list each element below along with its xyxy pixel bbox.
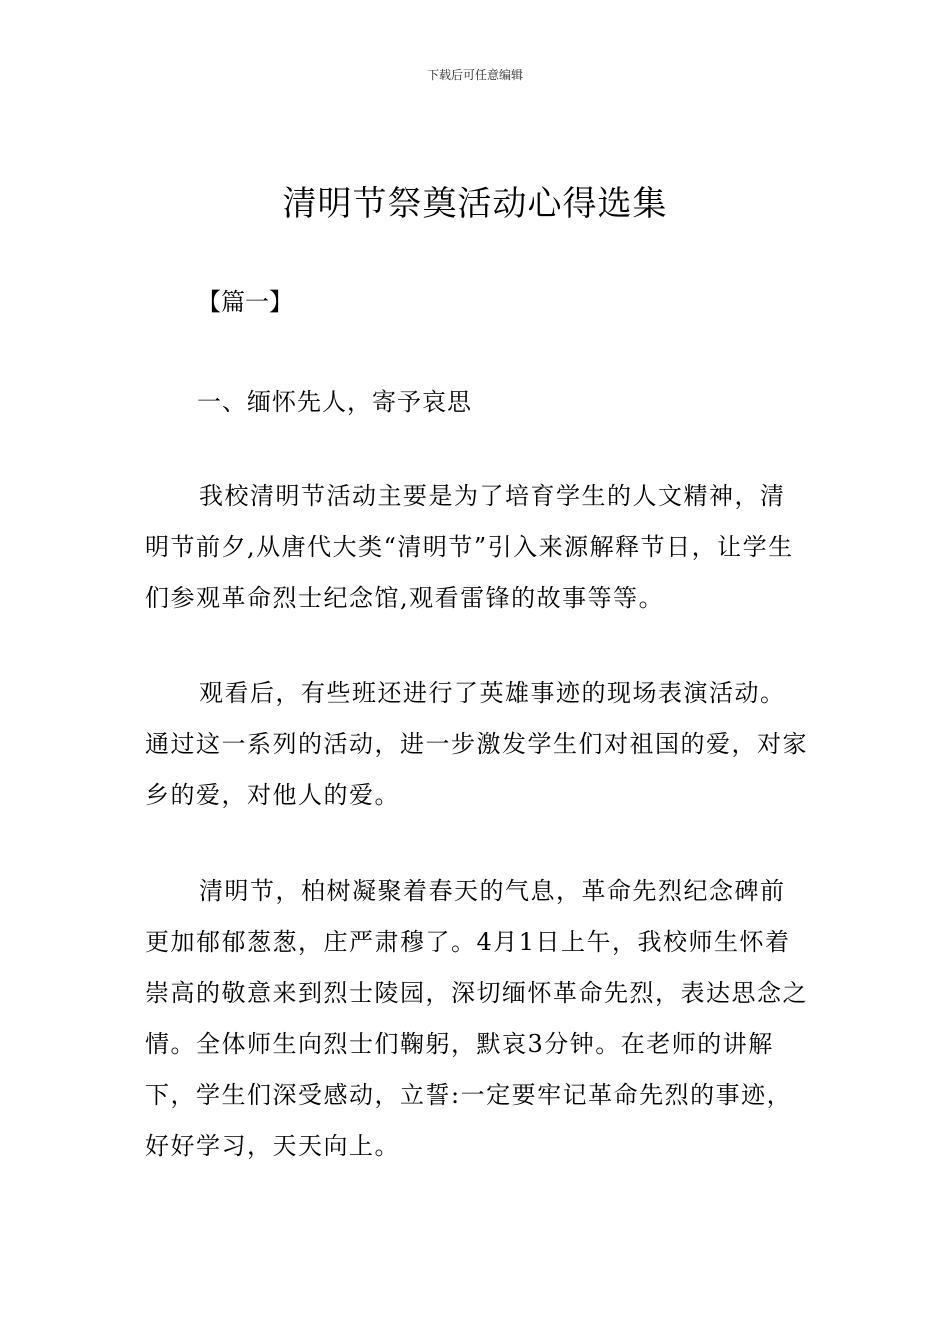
section-heading: 一、缅怀先人，寄予哀思 — [197, 388, 472, 416]
paragraph-2: 观看后，有些班还进行了英雄事迹的现场表演活动。通过这一系列的活动，进一步激发学生们对祖国的爱，对家乡的爱，对他人的爱。 — [145, 679, 808, 809]
document-title: 清明节祭奠活动心得选集 — [282, 184, 668, 224]
section-tag: 【篇一】 — [197, 288, 293, 316]
paragraph-3: 清明节，柏树凝聚着春天的气息，革命先烈纪念碑前更加郁郁葱葱，庄严肃穆了。4月1日上午，我校师生怀着崇高的敬意来到烈士陵园，深切缅怀革命先烈，表达思念之情。全体师生向烈士们鞠躬，默哀3分钟。在老师的讲解下，学生们深受感动，立誓:一定要牢记革命先烈的事迹，好好学习，天天向上。 — [145, 877, 808, 1160]
paragraph-1: 我校清明节活动主要是为了培育学生的人文精神，清明节前夕,从唐代大类“清明节”引入来源解释节日，让学生们参观革命烈士纪念馆,观看雷锋的故事等等。 — [145, 482, 794, 612]
header-note: 下载后可任意编辑 — [426, 68, 523, 82]
